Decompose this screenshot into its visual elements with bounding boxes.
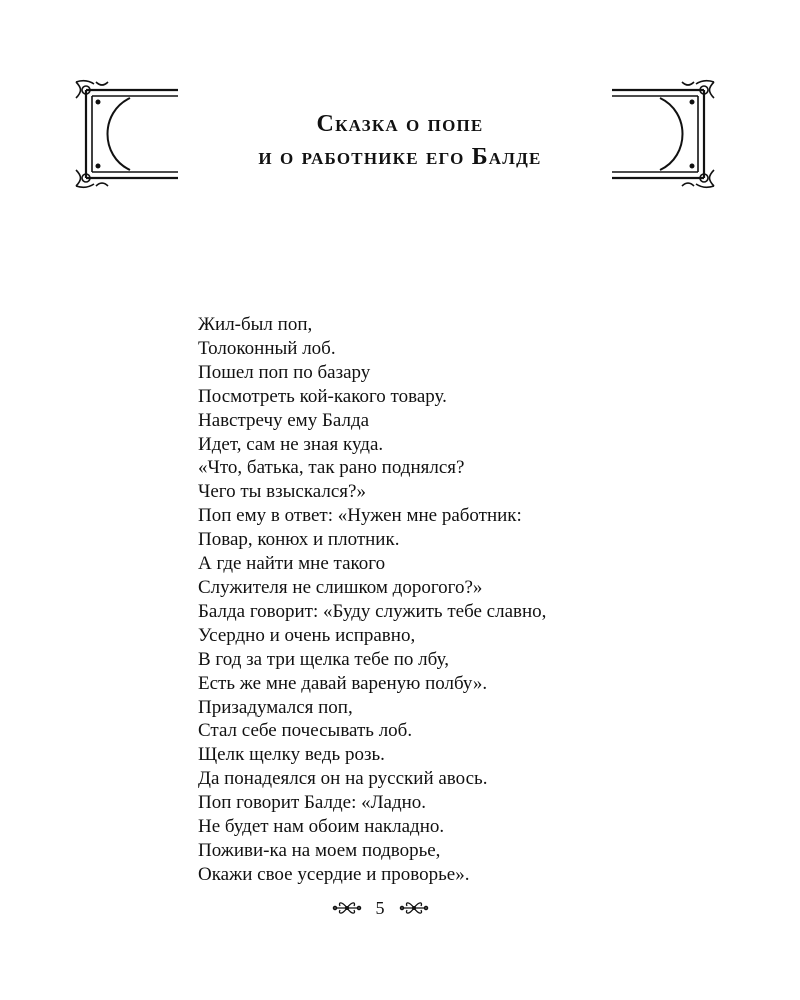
poem-line: Поп говорит Балде: «Ладно.	[198, 792, 427, 814]
poem-line: Стал себе почесывать лоб.	[198, 720, 413, 742]
poem-line: Поживи-ка на моем подворье,	[198, 839, 441, 861]
poem-line: Окажи свое усердие и проворье».	[198, 863, 470, 885]
poem-line: Жил-был поп,	[198, 314, 313, 335]
poem-line: Пошел поп по базару	[198, 361, 371, 383]
page-title	[180, 108, 620, 174]
poem-line: Щелк щелку ведь розь.	[198, 744, 385, 766]
fleuron-left-icon	[332, 899, 362, 917]
poem-line: Да понадеялся он на русский авось.	[198, 768, 488, 790]
poem-line: Балда говорит: «Буду служить тебе славно,	[198, 600, 547, 622]
poem-line: Служителя не слишком дорогого?»	[198, 576, 483, 598]
title-line: Сказка о попе	[316, 111, 484, 137]
poem-line: Толоконный лоб.	[198, 337, 336, 359]
poem-text	[198, 313, 678, 887]
poem-line: Чего ты взыскался?»	[198, 481, 366, 503]
poem-line: Не будет нам обоим накладно.	[198, 816, 445, 838]
poem-line: Усердно и очень исправно,	[198, 624, 416, 646]
poem-line: «Что, батька, так рано поднялся?	[198, 457, 465, 479]
poem-line: Посмотреть кой-какого товару.	[198, 385, 447, 407]
page-number: 5	[375, 898, 385, 918]
poem-line: В год за три щелка тебе по лбу,	[198, 648, 449, 670]
fleuron-right-icon	[399, 899, 429, 917]
poem-line: Повар, конюх и плотник.	[198, 529, 400, 551]
poem-line: Есть же мне давай вареную полбу».	[198, 672, 488, 694]
page-footer	[320, 893, 440, 923]
poem-line: Поп ему в ответ: «Нужен мне работник:	[198, 505, 522, 527]
poem-line: Призадумался поп,	[198, 696, 353, 718]
poem-line: А где найти мне такого	[198, 553, 386, 575]
poem-line: Идет, сам не зная куда.	[198, 433, 384, 455]
corner-ornament-left-icon	[72, 78, 192, 190]
poem-line: Навстречу ему Балда	[198, 409, 370, 431]
title-line: и о работнике его Балде	[258, 144, 542, 170]
